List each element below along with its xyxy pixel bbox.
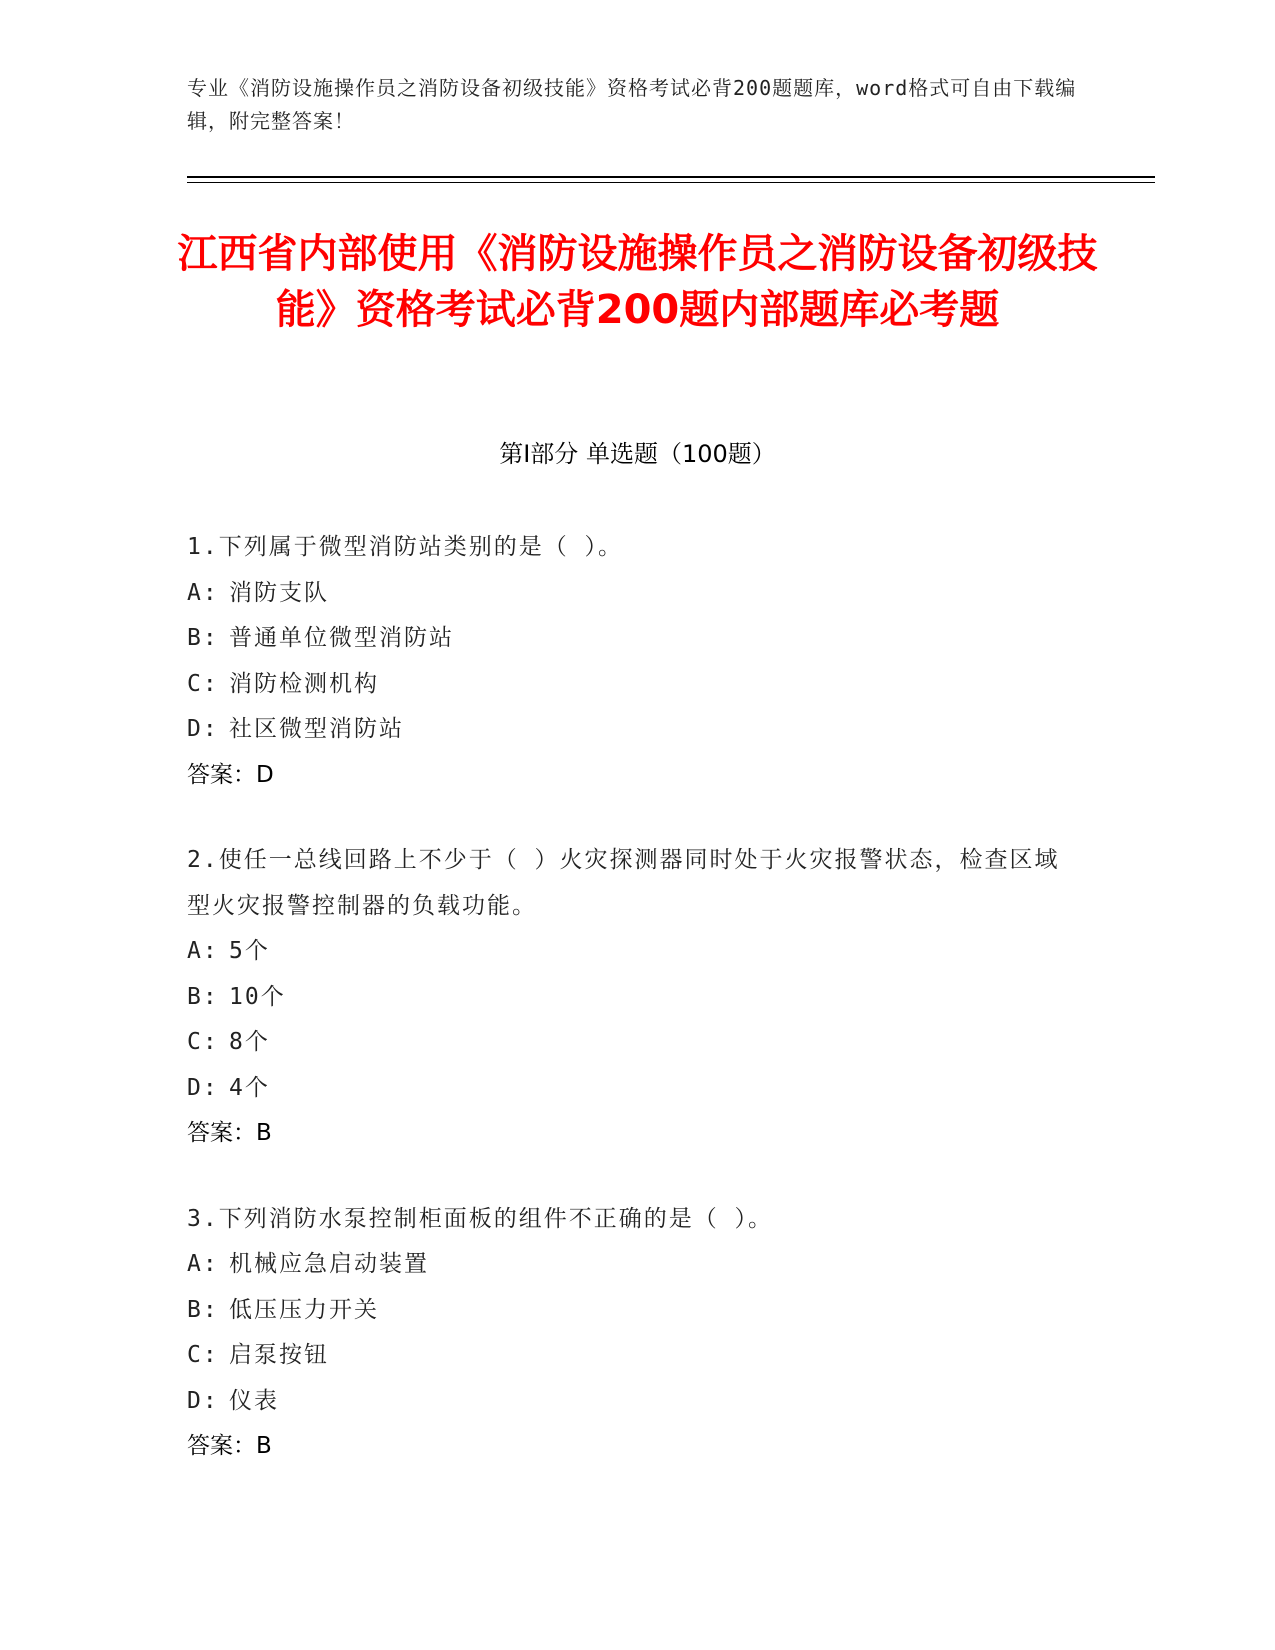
option-letter: B: (187, 1296, 219, 1323)
question-stem: 2.使任一总线回路上不少于（ ）火灾探测器同时处于火灾报警状态，检查区域型火灾报警控制器的负载功能。 (187, 847, 1060, 919)
question-list (187, 525, 1077, 1510)
option-letter: D: (187, 716, 219, 742)
option-a (187, 929, 1077, 975)
option-text: 5个 (229, 938, 270, 964)
option-text: 消防检测机构 (229, 670, 379, 697)
question-stem: 1.下列属于微型消防站类别的是（ ）。 (187, 534, 624, 560)
option-c (187, 662, 1077, 708)
option-text: 消防支队 (229, 579, 329, 606)
option-d (187, 707, 1077, 753)
option-b (187, 975, 1077, 1021)
option-d (187, 1066, 1077, 1112)
answer-line: 答案：D (187, 761, 274, 788)
option-letter: C: (187, 670, 219, 697)
option-letter: A: (187, 1251, 219, 1277)
option-d (187, 1379, 1077, 1425)
question-stem: 3.下列消防水泵控制柜面板的组件不正确的是（ ）。 (187, 1205, 774, 1232)
option-text: 社区微型消防站 (229, 716, 404, 742)
option-text: 机械应急启动装置 (229, 1251, 429, 1277)
option-letter: C: (187, 1029, 219, 1055)
option-a (187, 1242, 1077, 1288)
option-letter: A: (187, 938, 219, 964)
option-text: 仪表 (229, 1387, 279, 1414)
option-text: 启泵按钮 (229, 1342, 329, 1368)
header-rule-thin (187, 182, 1155, 183)
option-a (187, 571, 1077, 617)
option-letter: C: (187, 1342, 219, 1368)
option-b (187, 1288, 1077, 1334)
option-b (187, 616, 1077, 662)
option-text: 8个 (229, 1029, 270, 1055)
option-letter: A: (187, 579, 219, 606)
question-3 (187, 1197, 1077, 1470)
option-letter: B: (187, 625, 219, 651)
option-letter: B: (187, 983, 219, 1010)
header-note: 专业《消防设施操作员之消防设备初级技能》资格考试必背200题题库，word格式可自由下载编辑，附完整答案！ (187, 76, 1077, 133)
option-text: 低压压力开关 (229, 1296, 379, 1323)
section-title: 第Ⅰ部分 单选题（100题） (499, 440, 776, 468)
document-title: 江西省内部使用《消防设施操作员之消防设备初级技能》资格考试必背200题内部题库必考题 (177, 231, 1098, 333)
question-1 (187, 525, 1077, 798)
header-rule-thick (187, 176, 1155, 178)
option-text: 4个 (229, 1074, 270, 1101)
question-2 (187, 838, 1077, 1157)
option-c (187, 1333, 1077, 1379)
option-text: 10个 (229, 983, 286, 1010)
option-c (187, 1020, 1077, 1066)
answer-line: 答案：B (187, 1433, 272, 1459)
answer-line: 答案：B (187, 1120, 272, 1146)
option-text: 普通单位微型消防站 (229, 625, 454, 651)
option-letter: D: (187, 1387, 219, 1414)
option-letter: D: (187, 1074, 219, 1101)
